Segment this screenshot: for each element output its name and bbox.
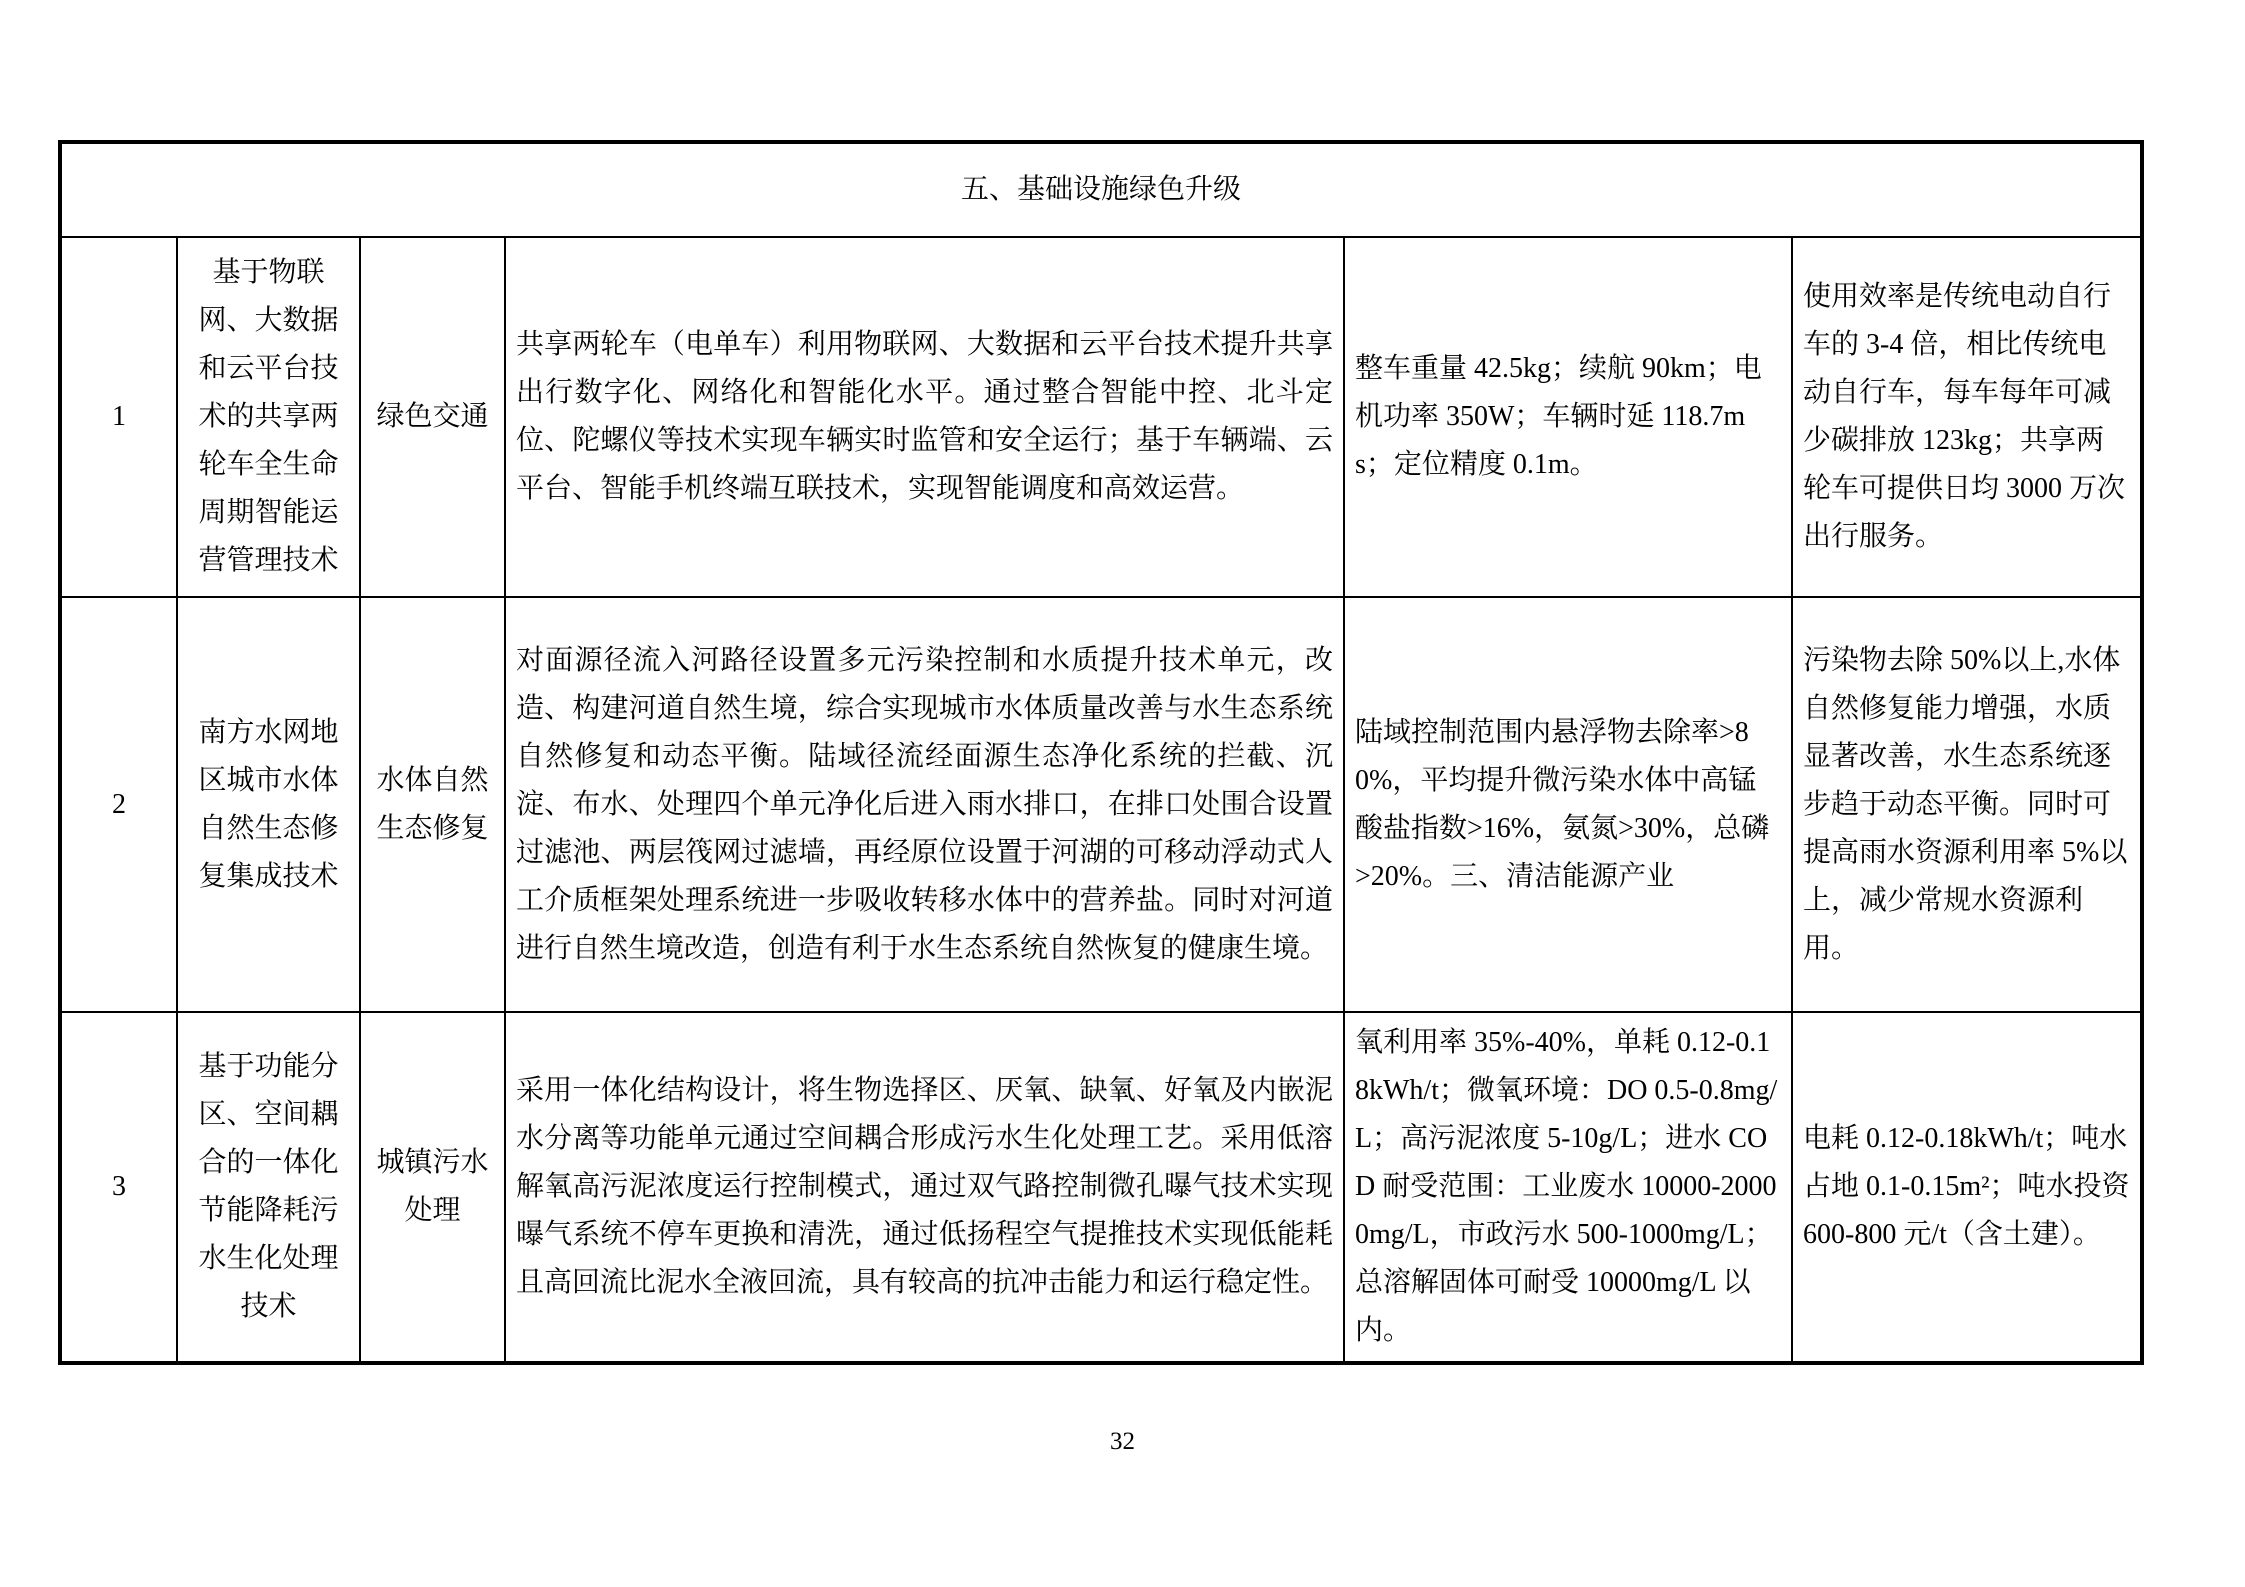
- category-cell: 水体自然生态修复: [360, 597, 505, 1012]
- tech-name-cell: 南方水网地区城市水体自然生态修复集成技术: [177, 597, 360, 1012]
- category-cell: 绿色交通: [360, 237, 505, 597]
- description-cell: 采用一体化结构设计，将生物选择区、厌氧、缺氧、好氧及内嵌泥水分离等功能单元通过空间耦合形成污水生化处理工艺。采用低溶解氧高污泥浓度运行控制模式，通过双气路控制微孔曝气技术实现曝气系统不停车更换和清洗，通过低扬程空气提推技术实现低能耗且高回流比泥水全液回流，具有较高的抗冲击能力和运行稳定性。: [505, 1012, 1344, 1363]
- metrics-cell: 氧利用率 35%-40%，单耗 0.12-0.18kWh/t；微氧环境：DO 0.5-0.8mg/L；高污泥浓度 5-10g/L；进水 COD 耐受范围：工业废水 10000-20000mg/L，市政污水 500-1000mg/L；总溶解固体可耐受 10000mg/L 以内。: [1344, 1012, 1792, 1363]
- page-number: 32: [1110, 1428, 1135, 1455]
- row-index: 3: [60, 1012, 177, 1363]
- benefits-cell: 使用效率是传统电动自行车的 3-4 倍，相比传统电动自行车，每车每年可减少碳排放 123kg；共享两轮车可提供日均 3000 万次出行服务。: [1792, 237, 2142, 597]
- table-title-row: [60, 142, 2142, 237]
- benefits-cell: 污染物去除 50%以上,水体自然修复能力增强，水质显著改善，水生态系统逐步趋于动态平衡。同时可提高雨水资源利用率 5%以上，减少常规水资源利用。: [1792, 597, 2142, 1012]
- row-index: 2: [60, 597, 177, 1012]
- metrics-cell: 陆域控制范围内悬浮物去除率>80%，平均提升微污染水体中高锰酸盐指数>16%，氨氮>30%，总磷>20%。三、清洁能源产业: [1344, 597, 1792, 1012]
- tech-name-cell: 基于功能分区、空间耦合的一体化节能降耗污水生化处理技术: [177, 1012, 360, 1363]
- table-row: [60, 1012, 2142, 1363]
- description-cell: 对面源径流入河路径设置多元污染控制和水质提升技术单元，改造、构建河道自然生境，综合实现城市水体质量改善与水生态系统自然修复和动态平衡。陆域径流经面源生态净化系统的拦截、沉淀、布水、处理四个单元净化后进入雨水排口，在排口处围合设置过滤池、两层筏网过滤墙，再经原位设置于河湖的可移动浮动式人工介质框架处理系统进一步吸收转移水体中的营养盐。同时对河道进行自然生境改造，创造有利于水生态系统自然恢复的健康生境。: [505, 597, 1344, 1012]
- row-index: 1: [60, 237, 177, 597]
- green-tech-table: [58, 140, 2144, 1365]
- table-row: [60, 237, 2142, 597]
- table-row: [60, 597, 2142, 1012]
- description-cell: 共享两轮车（电单车）利用物联网、大数据和云平台技术提升共享出行数字化、网络化和智能化水平。通过整合智能中控、北斗定位、陀螺仪等技术实现车辆实时监管和安全运行；基于车辆端、云平台、智能手机终端互联技术，实现智能调度和高效运营。: [505, 237, 1344, 597]
- section-title: 五、基础设施绿色升级: [60, 142, 2142, 237]
- metrics-cell: 整车重量 42.5kg；续航 90km；电机功率 350W；车辆时延 118.7ms；定位精度 0.1m。: [1344, 237, 1792, 597]
- benefits-cell: 电耗 0.12-0.18kWh/t；吨水占地 0.1-0.15m²；吨水投资 600-800 元/t（含土建）。: [1792, 1012, 2142, 1363]
- category-cell: 城镇污水处理: [360, 1012, 505, 1363]
- tech-name-cell: 基于物联网、大数据和云平台技术的共享两轮车全生命周期智能运营管理技术: [177, 237, 360, 597]
